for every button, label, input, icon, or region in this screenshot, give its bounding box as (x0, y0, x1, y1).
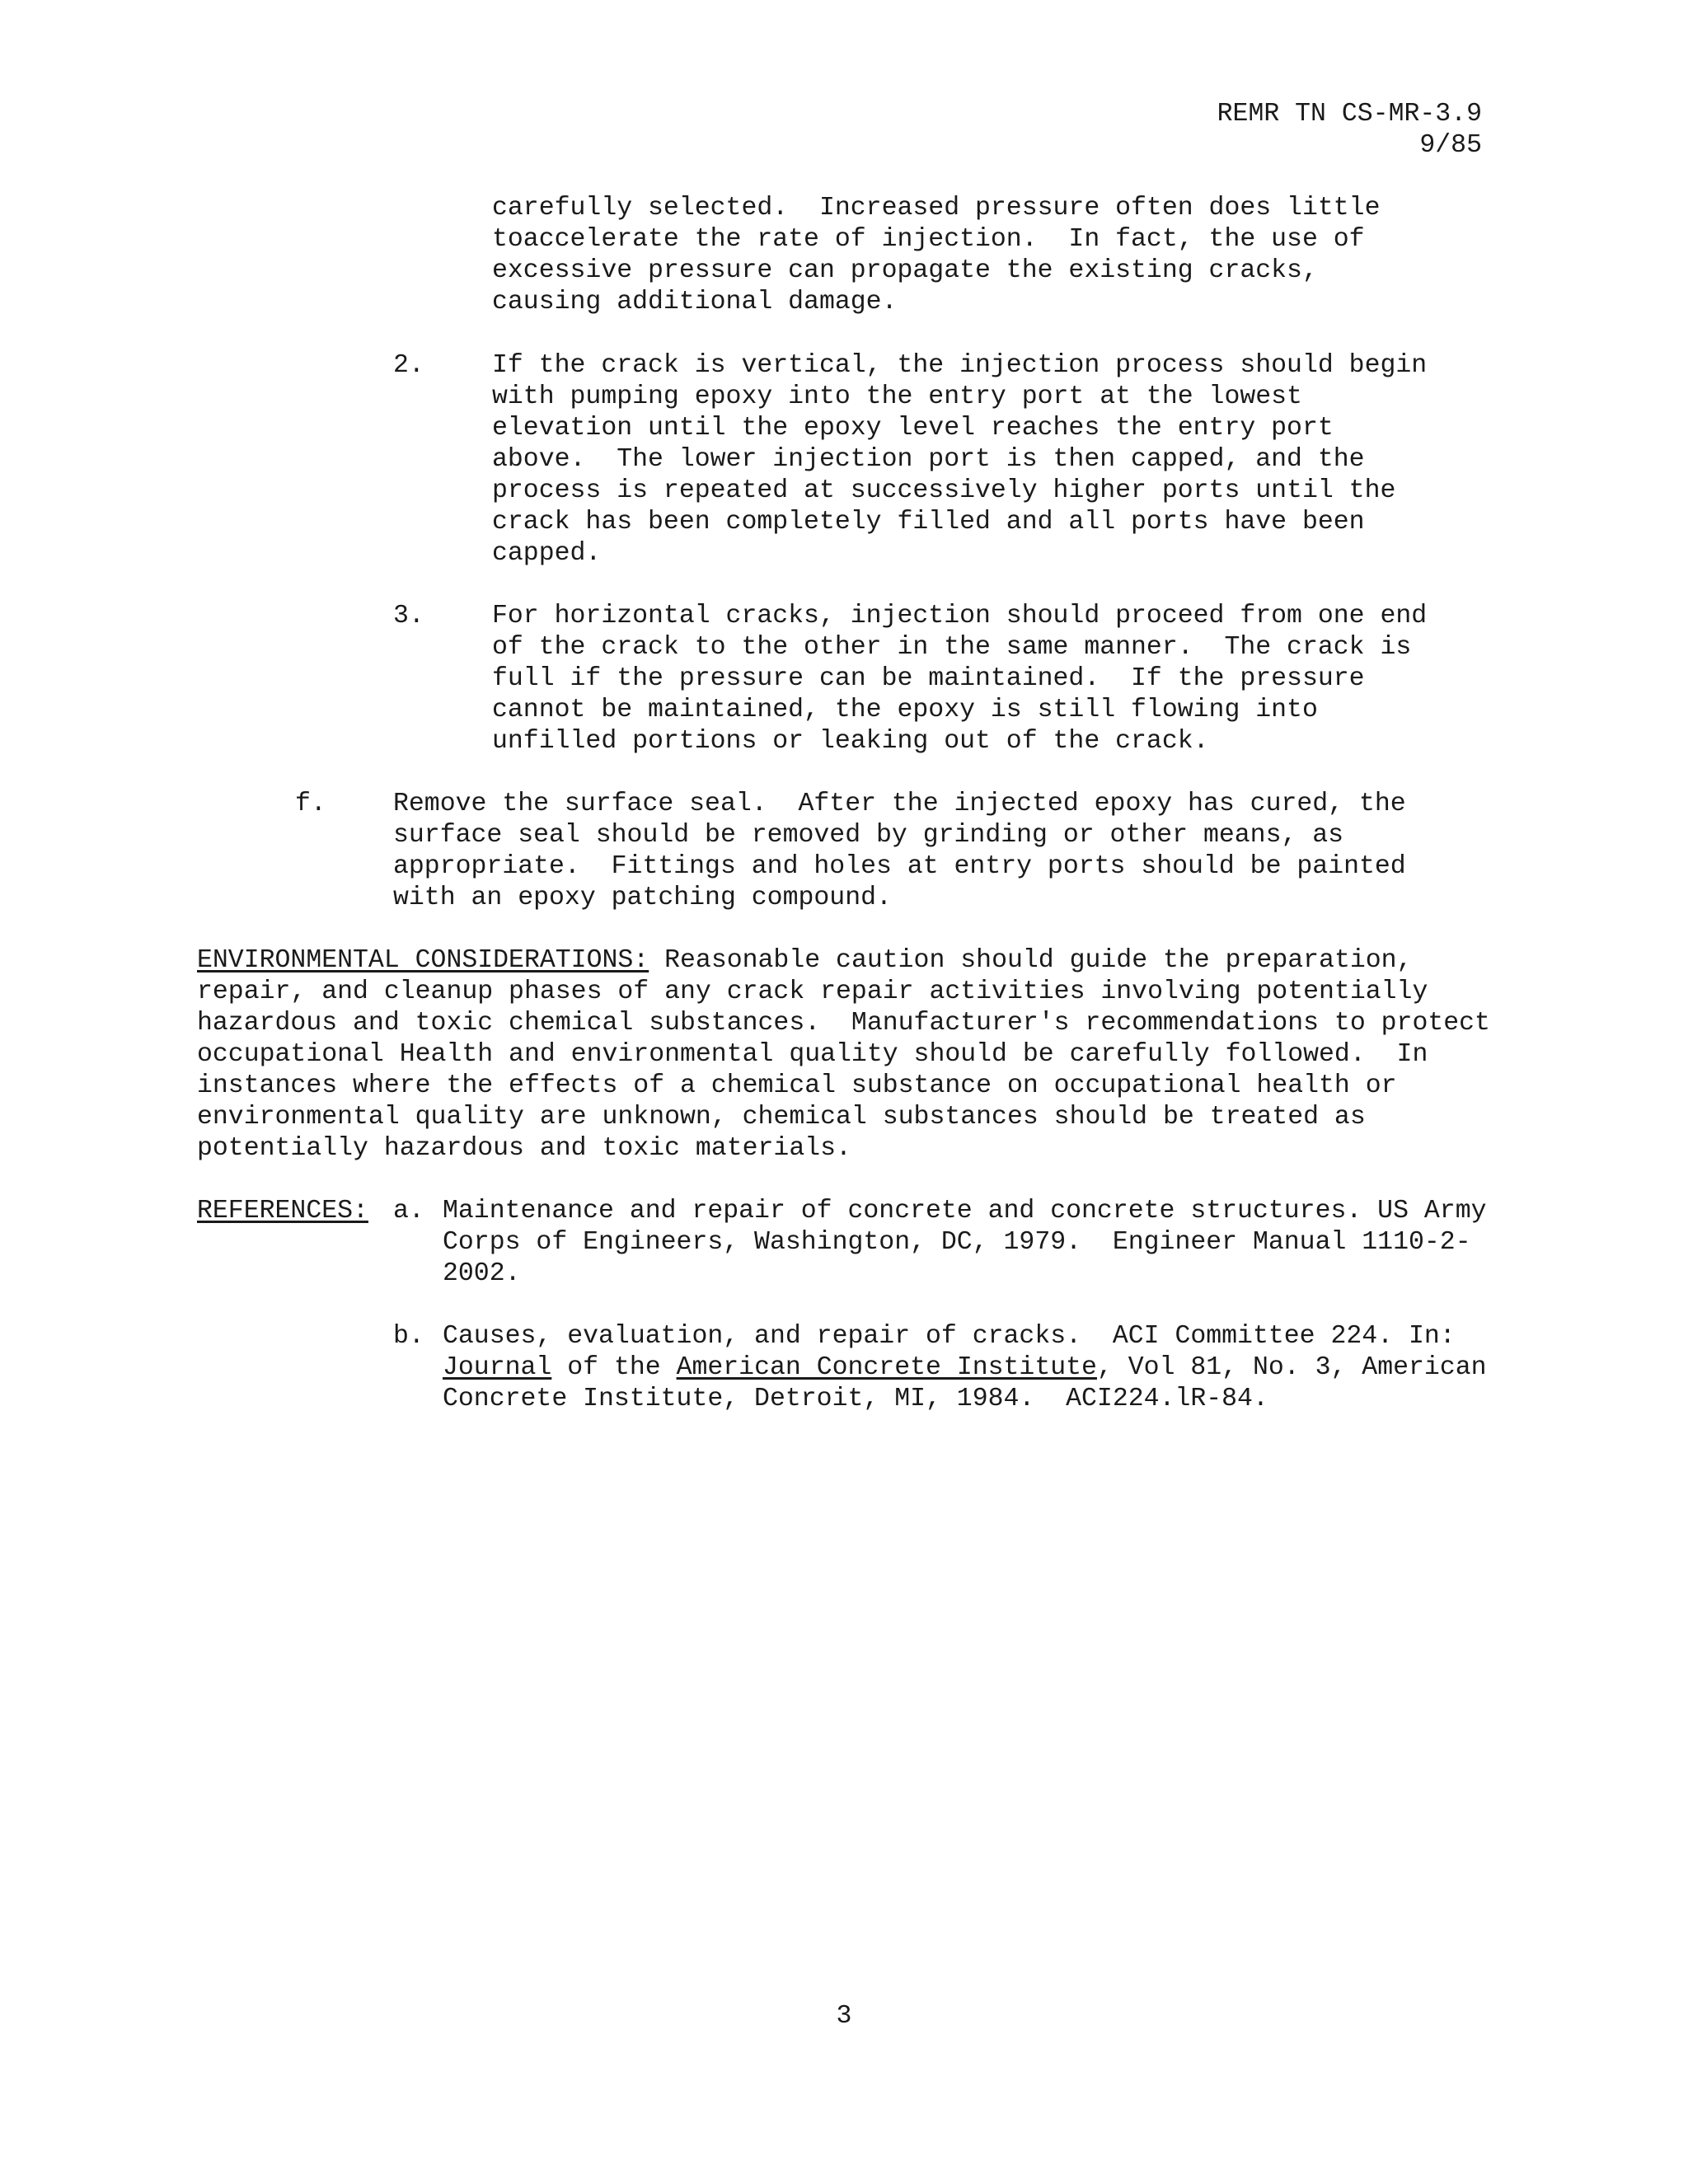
text-line: cannot be maintained, the epoxy is still flowing into (492, 696, 1318, 724)
text-line: potentially hazardous and toxic materials. (197, 1134, 851, 1163)
text-line: full if the pressure can be maintained. If the pressure (492, 664, 1365, 693)
text-line: elevation until the epoxy level reaches the entry port (492, 414, 1334, 443)
text-line: of the crack to the other in the same manner. The crack is (492, 633, 1412, 662)
text-line (197, 945, 1412, 977)
journal-title: Journal (443, 1353, 552, 1382)
text-line: unfilled portions or leaking out of the crack. (492, 727, 1209, 756)
text-span: Reasonable caution should guide the preparation, (649, 946, 1413, 975)
list-marker: 2. (393, 351, 424, 380)
text-line: environmental quality are unknown, chemical substances should be treated as (197, 1103, 1366, 1132)
text-line: above. The lower injection port is then capped, and the (492, 445, 1365, 474)
text-line: instances where the effects of a chemical substance on occupational health or (197, 1071, 1397, 1100)
document-date: 9/85 (1419, 131, 1482, 160)
text-line: with an epoxy patching compound. (393, 883, 892, 912)
text-line: toaccelerate the rate of injection. In fact, the use of (492, 225, 1365, 254)
text-line: capped. (492, 539, 602, 568)
text-line: If the crack is vertical, the injection process should begin (492, 351, 1428, 380)
text-line: with pumping epoxy into the entry port at the lowest (492, 382, 1302, 411)
list-marker: a. (393, 1197, 424, 1226)
text-line: appropriate. Fittings and holes at entry ports should be painted (393, 852, 1406, 881)
text-line: For horizontal cracks, injection should proceed from one end (492, 602, 1428, 630)
list-marker: f. (295, 790, 326, 818)
text-line: occupational Health and environmental quality should be carefully followed. In (197, 1040, 1428, 1069)
text-line: surface seal should be removed by grinding or other means, as (393, 821, 1344, 850)
publisher-name: American Concrete Institute (676, 1353, 1097, 1382)
text-line: Corps of Engineers, Washington, DC, 1979. Engineer Manual 1110-2- (443, 1228, 1471, 1257)
text-span: of the (551, 1353, 677, 1382)
text-line: Maintenance and repair of concrete and concrete structures. US Army (443, 1197, 1487, 1226)
text-line: repair, and cleanup phases of any crack repair activities involving potentially (197, 977, 1428, 1006)
section-heading: REFERENCES: (197, 1197, 368, 1226)
text-line: causing additional damage. (492, 288, 898, 316)
text-line: 2002. (443, 1259, 521, 1288)
text-line: Causes, evaluation, and repair of cracks. ACI Committee 224. In: (443, 1322, 1456, 1351)
text-line: Concrete Institute, Detroit, MI, 1984. ACI224.lR-84. (443, 1385, 1268, 1413)
text-line: excessive pressure can propagate the existing cracks, (492, 256, 1318, 285)
list-marker: 3. (393, 602, 424, 630)
text-line: hazardous and toxic chemical substances. Manufacturer's recommendations to protect (197, 1009, 1490, 1038)
text-line: process is repeated at successively higher ports until the (492, 476, 1396, 505)
list-marker: b. (393, 1322, 424, 1351)
text-span: , Vol 81, No. 3, American (1096, 1353, 1487, 1382)
text-line (443, 1352, 1487, 1384)
section-heading: ENVIRONMENTAL CONSIDERATIONS: (197, 946, 649, 975)
text-line: crack has been completely filled and all ports have been (492, 508, 1365, 537)
document-header (1217, 99, 1482, 162)
page-number: 3 (836, 2002, 852, 2031)
text-line: carefully selected. Increased pressure often does little (492, 194, 1381, 223)
text-line: Remove the surface seal. After the injected epoxy has cured, the (393, 790, 1406, 818)
document-id: REMR TN CS-MR-3.9 (1217, 100, 1482, 129)
